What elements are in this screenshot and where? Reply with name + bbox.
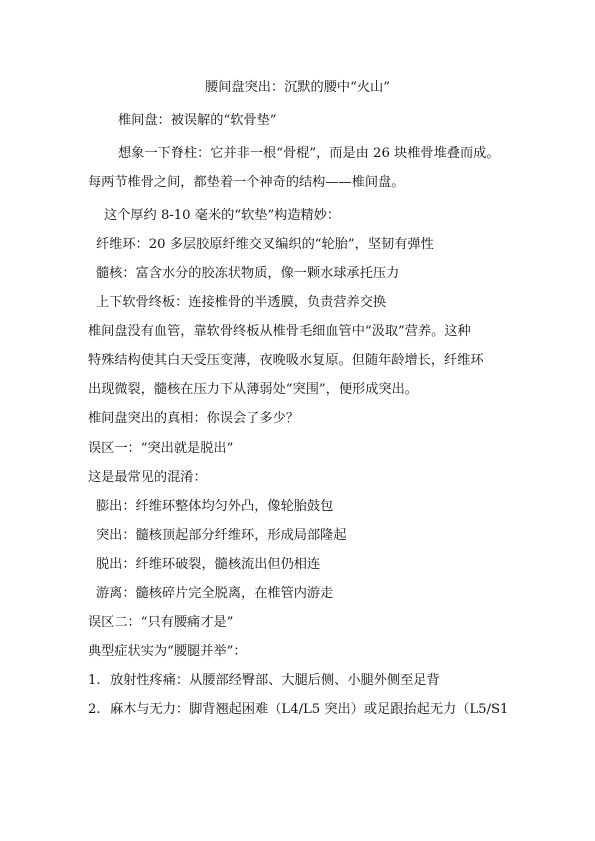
myth1-item-protrusion: 突出：髓核顶起部分纤维环，形成局部隆起 xyxy=(96,528,347,543)
symptom-item-numbness-weakness xyxy=(88,701,508,719)
section-heading-truth: 椎间盘突出的真相：你误会了多少？ xyxy=(88,411,299,426)
structure-intro: 这个厚约 8-10 毫米的“软垫”构造精妙： xyxy=(104,208,341,223)
list-text: 麻木与无力：脚背翘起困难（L4/L5 突出）或足跟抬起无力（L5/S1 xyxy=(110,702,509,717)
structure-item-endplate: 上下软骨终板：连接椎骨的半透膜，负责营养交换 xyxy=(96,295,387,310)
myth2-heading: 误区二：“只有腰痛才是” xyxy=(88,615,234,630)
list-text: 放射性疼痛：从腰部经臀部、大腿后侧、小腿外侧至足背 xyxy=(110,673,440,688)
intro-line-2: 每两节椎骨之间，都垫着一个神奇的结构——椎间盘。 xyxy=(88,175,405,190)
myth2-intro: 典型症状实为“腰腿并举”： xyxy=(88,644,247,659)
myth1-item-extrusion: 脱出：纤维环破裂，髓核流出但仍相连 xyxy=(96,557,321,572)
list-number: 1. xyxy=(88,673,101,688)
myth1-heading: 误区一：“突出就是脱出” xyxy=(88,441,234,456)
paragraph-line-1: 椎间盘没有血管，靠软骨终板从椎骨毛细血管中“汲取”营养。这种 xyxy=(88,324,471,339)
section-heading-disc: 椎间盘：被误解的“软骨垫” xyxy=(118,113,277,128)
intro-line-1: 想象一下脊柱：它并非一根“骨棍”，而是由 26 块椎骨堆叠而成。 xyxy=(118,146,500,161)
structure-item-annulus: 纤维环：20 多层胶原纤维交叉编织的“轮胎”，坚韧有弹性 xyxy=(96,237,434,252)
myth1-intro: 这是最常见的混淆： xyxy=(88,470,207,485)
myth1-item-bulge: 膨出：纤维环整体均匀外凸，像轮胎鼓包 xyxy=(96,499,334,514)
list-number: 2. xyxy=(88,702,101,717)
myth1-item-sequestration: 游离：髓核碎片完全脱离，在椎管内游走 xyxy=(96,586,334,601)
paragraph-line-2: 特殊结构使其白天受压变薄，夜晚吸水复原。但随年龄增长，纤维环 xyxy=(88,353,484,368)
paragraph-line-3: 出现微裂，髓核在压力下从薄弱处“突围”，便形成突出。 xyxy=(88,382,418,397)
document-title: 腰间盘突出：沉默的腰中“火山” xyxy=(205,80,390,95)
symptom-item-radiating-pain xyxy=(88,672,440,690)
structure-item-nucleus: 髓核：富含水分的胶冻状物质，像一颗水球承托压力 xyxy=(96,266,400,281)
